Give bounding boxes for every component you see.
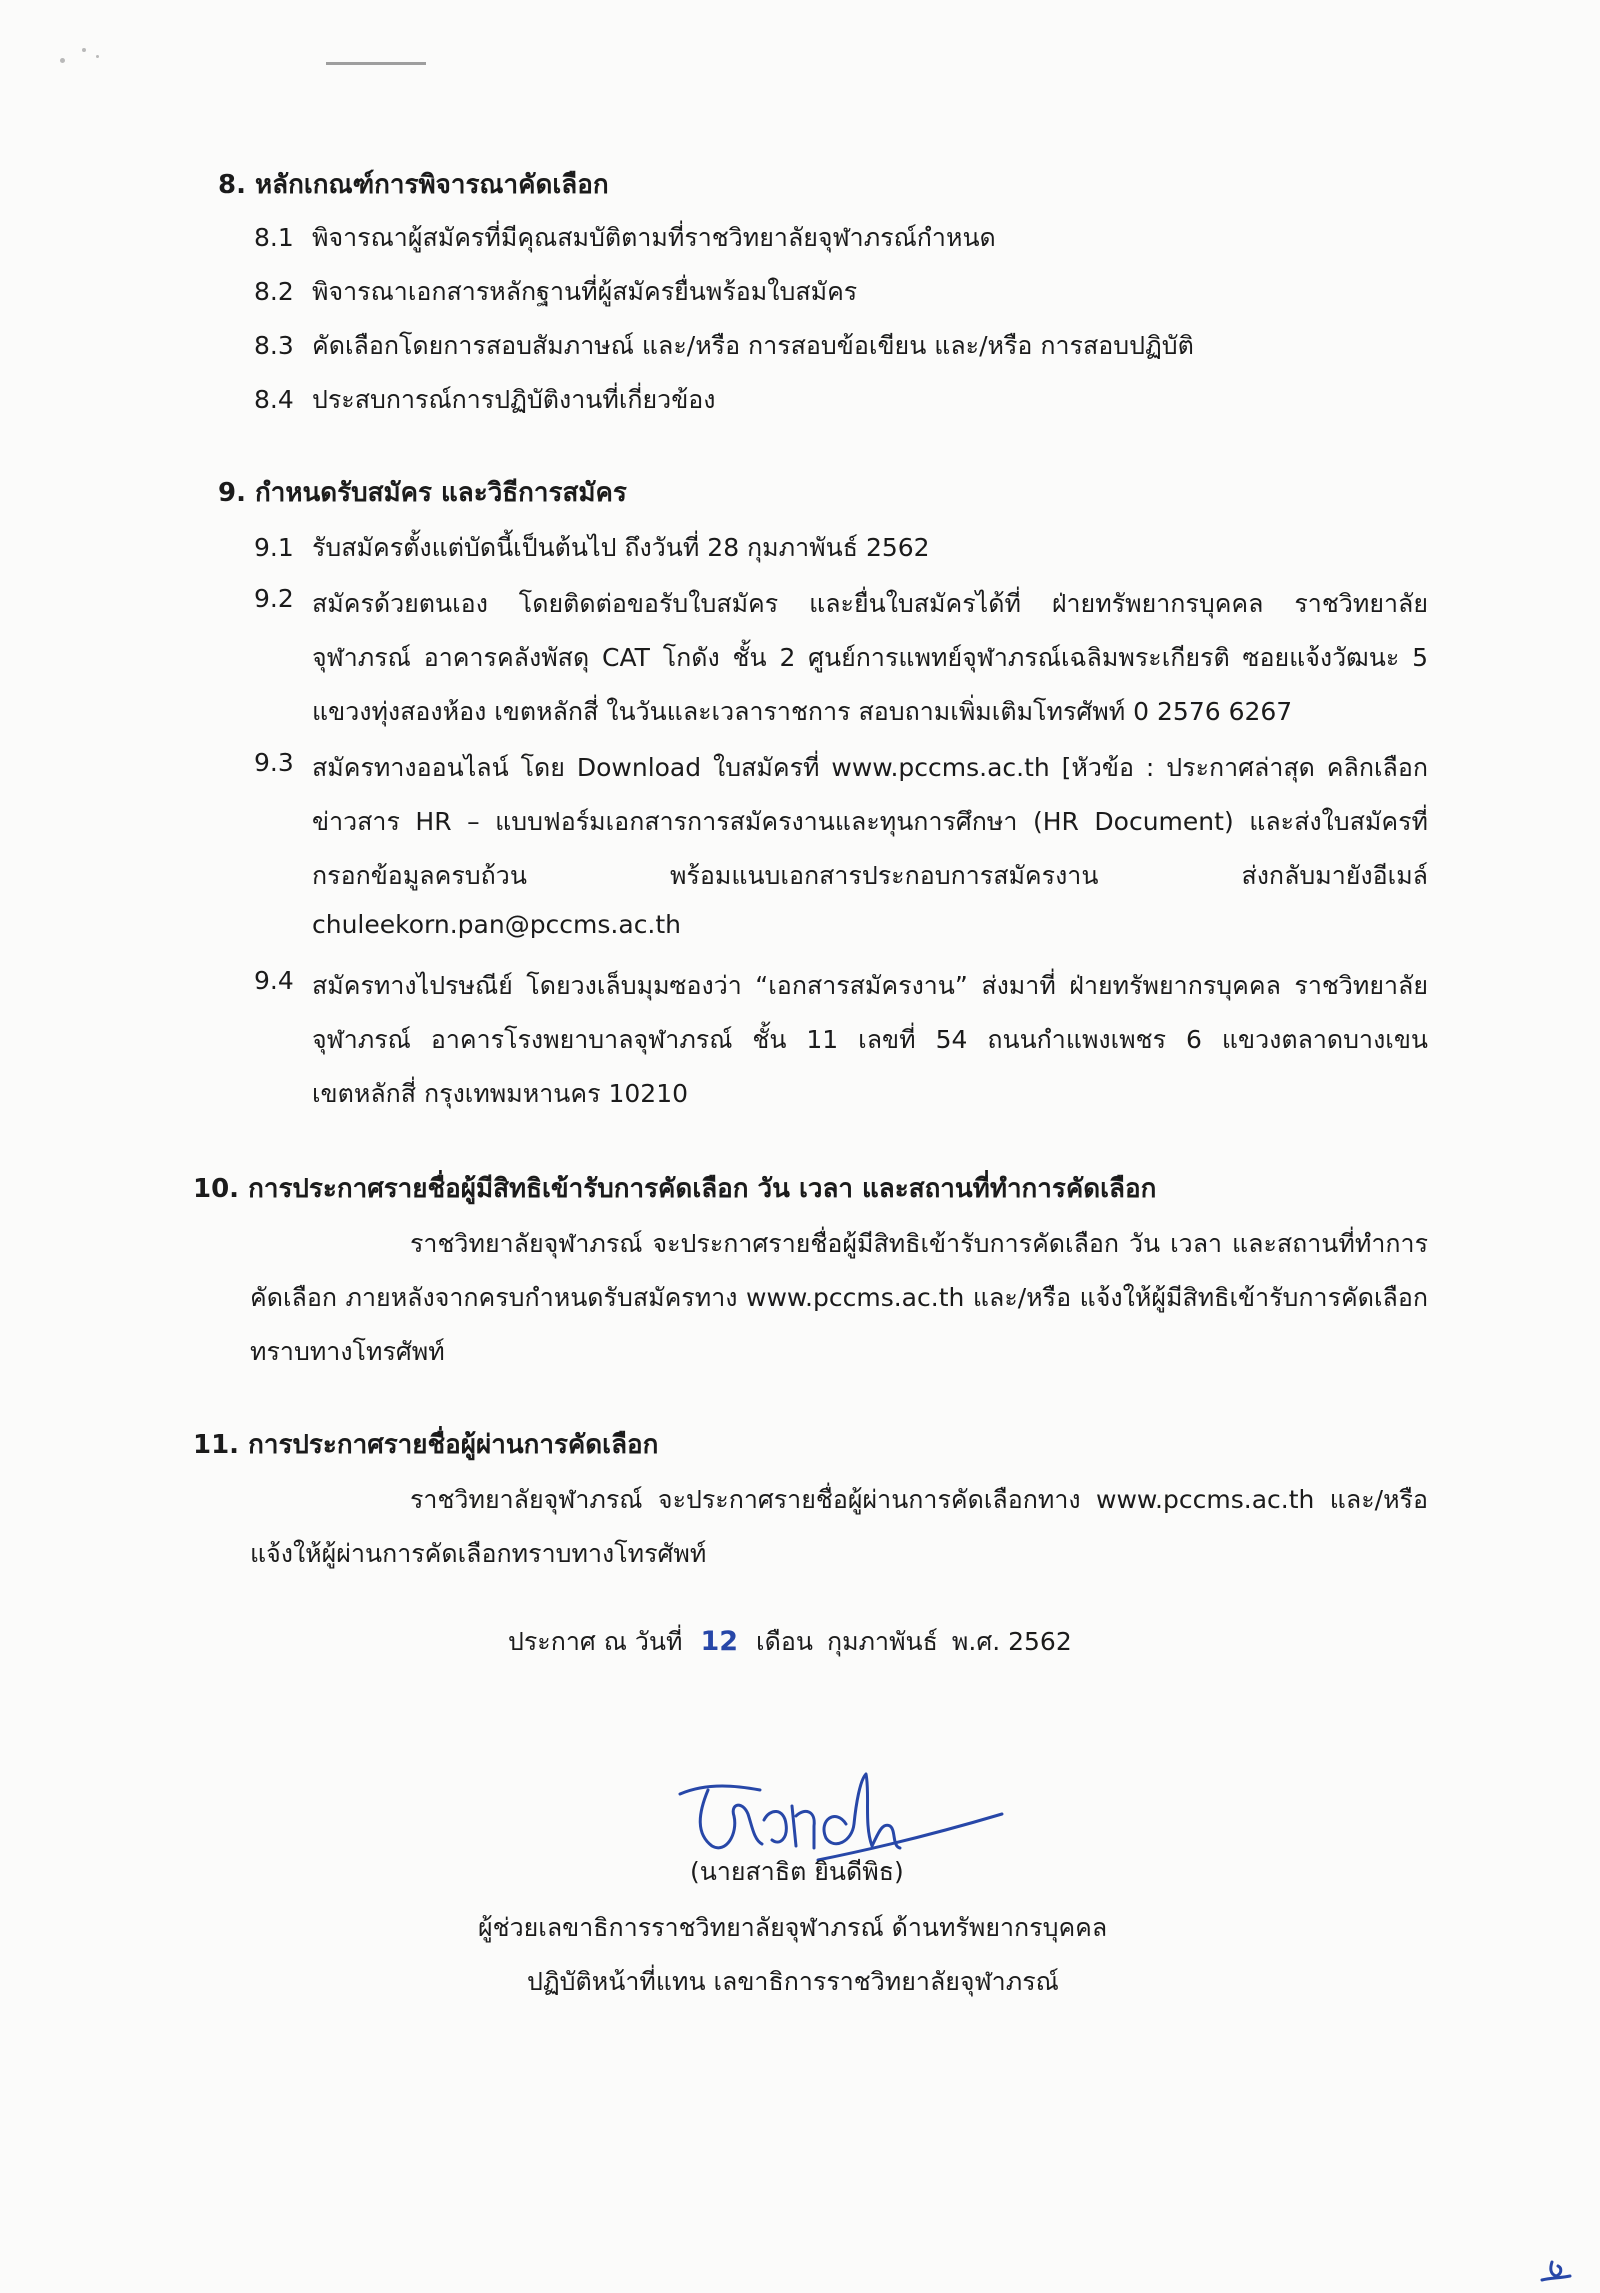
section-11-title: 11. การประกาศรายชื่อผู้ผ่านการคัดเลือก [193, 1430, 659, 1460]
list-item-number: 9.2 [254, 584, 294, 613]
paragraph-line: แจ้งให้ผู้ผ่านการคัดเลือกทราบทางโทรศัพท์ [250, 1539, 707, 1568]
announcement-date [508, 1622, 1072, 1662]
scan-speck [82, 48, 86, 52]
paragraph-line: แขวงทุ่งสองห้อง เขตหลักสี่ ในวันและเวลาราชการ สอบถามเพิ่มเติมโทรศัพท์ 0 2576 6267 [312, 697, 1293, 726]
list-item-number: 9.4 [254, 966, 294, 995]
list-item-number: 9.3 [254, 748, 294, 777]
paragraph-line: สมัครทางไปรษณีย์ โดยวงเล็บมุมซองว่า “เอกสารสมัครงาน” ส่งมาที่ ฝ่ายทรัพยากรบุคคล ราชวิทยาลัย [312, 971, 1428, 1000]
list-item: 8.3 คัดเลือกโดยการสอบสัมภาษณ์ และ/หรือ การสอบข้อเขียน และ/หรือ การสอบปฏิบัติ [254, 331, 1194, 360]
scan-speck [96, 55, 99, 58]
paragraph-line: เขตหลักสี่ กรุงเทพมหานคร 10210 [312, 1079, 689, 1108]
year: พ.ศ. 2562 [951, 1627, 1072, 1656]
paragraph-line: กรอกข้อมูลครบถ้วน พร้อมแนบเอกสารประกอบการสมัครงาน ส่งกลับมายังอีเมล์ [312, 861, 1428, 890]
paragraph-line: ทราบทางโทรศัพท์ [250, 1337, 445, 1366]
signatory-position-2: ปฏิบัติหน้าที่แทน เลขาธิการราชวิทยาลัยจุฬาภรณ์ [527, 1967, 1059, 1996]
corner-mark-icon [1536, 2256, 1576, 2286]
paragraph-line: สมัครทางออนไลน์ โดย Download ใบสมัครที่ www.pccms.ac.th [หัวข้อ : ประกาศล่าสุด คลิกเลือก [312, 753, 1428, 782]
list-item: 8.2 พิจารณาเอกสารหลักฐานที่ผู้สมัครยื่นพร้อมใบสมัคร [254, 277, 858, 306]
paragraph-line: ข่าวสาร HR – แบบฟอร์มเอกสารการสมัครงานและทุนการศึกษา (HR Document) และส่งใบสมัครที่ [312, 807, 1428, 836]
paragraph-line: จุฬาภรณ์ อาคารคลังพัสดุ CAT โกดัง ชั้น 2 ศูนย์การแพทย์จุฬาภรณ์เฉลิมพระเกียรติ ซอยแจ้งวัฒนะ 5 [312, 643, 1428, 672]
paragraph-line: ราชวิทยาลัยจุฬาภรณ์ จะประกาศรายชื่อผู้มีสิทธิเข้ารับการคัดเลือก วัน เวลา และสถานที่ทำการ [410, 1229, 1428, 1258]
paragraph-line: ราชวิทยาลัยจุฬาภรณ์ จะประกาศรายชื่อผู้ผ่านการคัดเลือกทาง www.pccms.ac.th และ/หรือ [410, 1485, 1428, 1514]
section-9-title: 9. กำหนดรับสมัคร และวิธีการสมัคร [218, 478, 627, 508]
signatory-name: (นายสาธิต ยินดีพิธ) [690, 1857, 904, 1886]
signatory-position-1: ผู้ช่วยเลขาธิการราชวิทยาลัยจุฬาภรณ์ ด้านทรัพยากรบุคคล [478, 1913, 1108, 1942]
list-item: 8.1 พิจารณาผู้สมัครที่มีคุณสมบัติตามที่ราชวิทยาลัยจุฬาภรณ์กำหนด [254, 223, 996, 252]
handwritten-day: 12 [700, 1626, 739, 1657]
email-text: chuleekorn.pan@pccms.ac.th [312, 910, 682, 939]
scan-mark [326, 62, 426, 65]
list-item: 9.1 รับสมัครตั้งแต่บัดนี้เป็นต้นไป ถึงวันที่ 28 กุมภาพันธ์ 2562 [254, 533, 930, 562]
paragraph-line: จุฬาภรณ์ อาคารโรงพยาบาลจุฬาภรณ์ ชั้น 11 เลขที่ 54 ถนนกำแพงเพชร 6 แขวงตลาดบางเขน [312, 1025, 1428, 1054]
section-8-title: 8. หลักเกณฑ์การพิจารณาคัดเลือก [218, 170, 609, 200]
list-item: 8.4 ประสบการณ์การปฏิบัติงานที่เกี่ยวข้อง [254, 385, 716, 414]
month-name: กุมภาพันธ์ [826, 1627, 938, 1656]
section-10-title: 10. การประกาศรายชื่อผู้มีสิทธิเข้ารับการคัดเลือก วัน เวลา และสถานที่ทำการคัดเลือก [193, 1174, 1157, 1204]
paragraph-line: สมัครด้วยตนเอง โดยติดต่อขอรับใบสมัคร และยื่นใบสมัครได้ที่ ฝ่ายทรัพยากรบุคคล ราชวิทยาลัย [312, 589, 1428, 618]
paragraph-line: คัดเลือก ภายหลังจากครบกำหนดรับสมัครทาง www.pccms.ac.th และ/หรือ แจ้งให้ผู้มีสิทธิเข้ารับการคัดเลือก [250, 1283, 1428, 1312]
date-prefix: ประกาศ ณ วันที่ [508, 1627, 683, 1656]
scan-speck [60, 58, 65, 63]
month-label: เดือน [756, 1627, 813, 1656]
